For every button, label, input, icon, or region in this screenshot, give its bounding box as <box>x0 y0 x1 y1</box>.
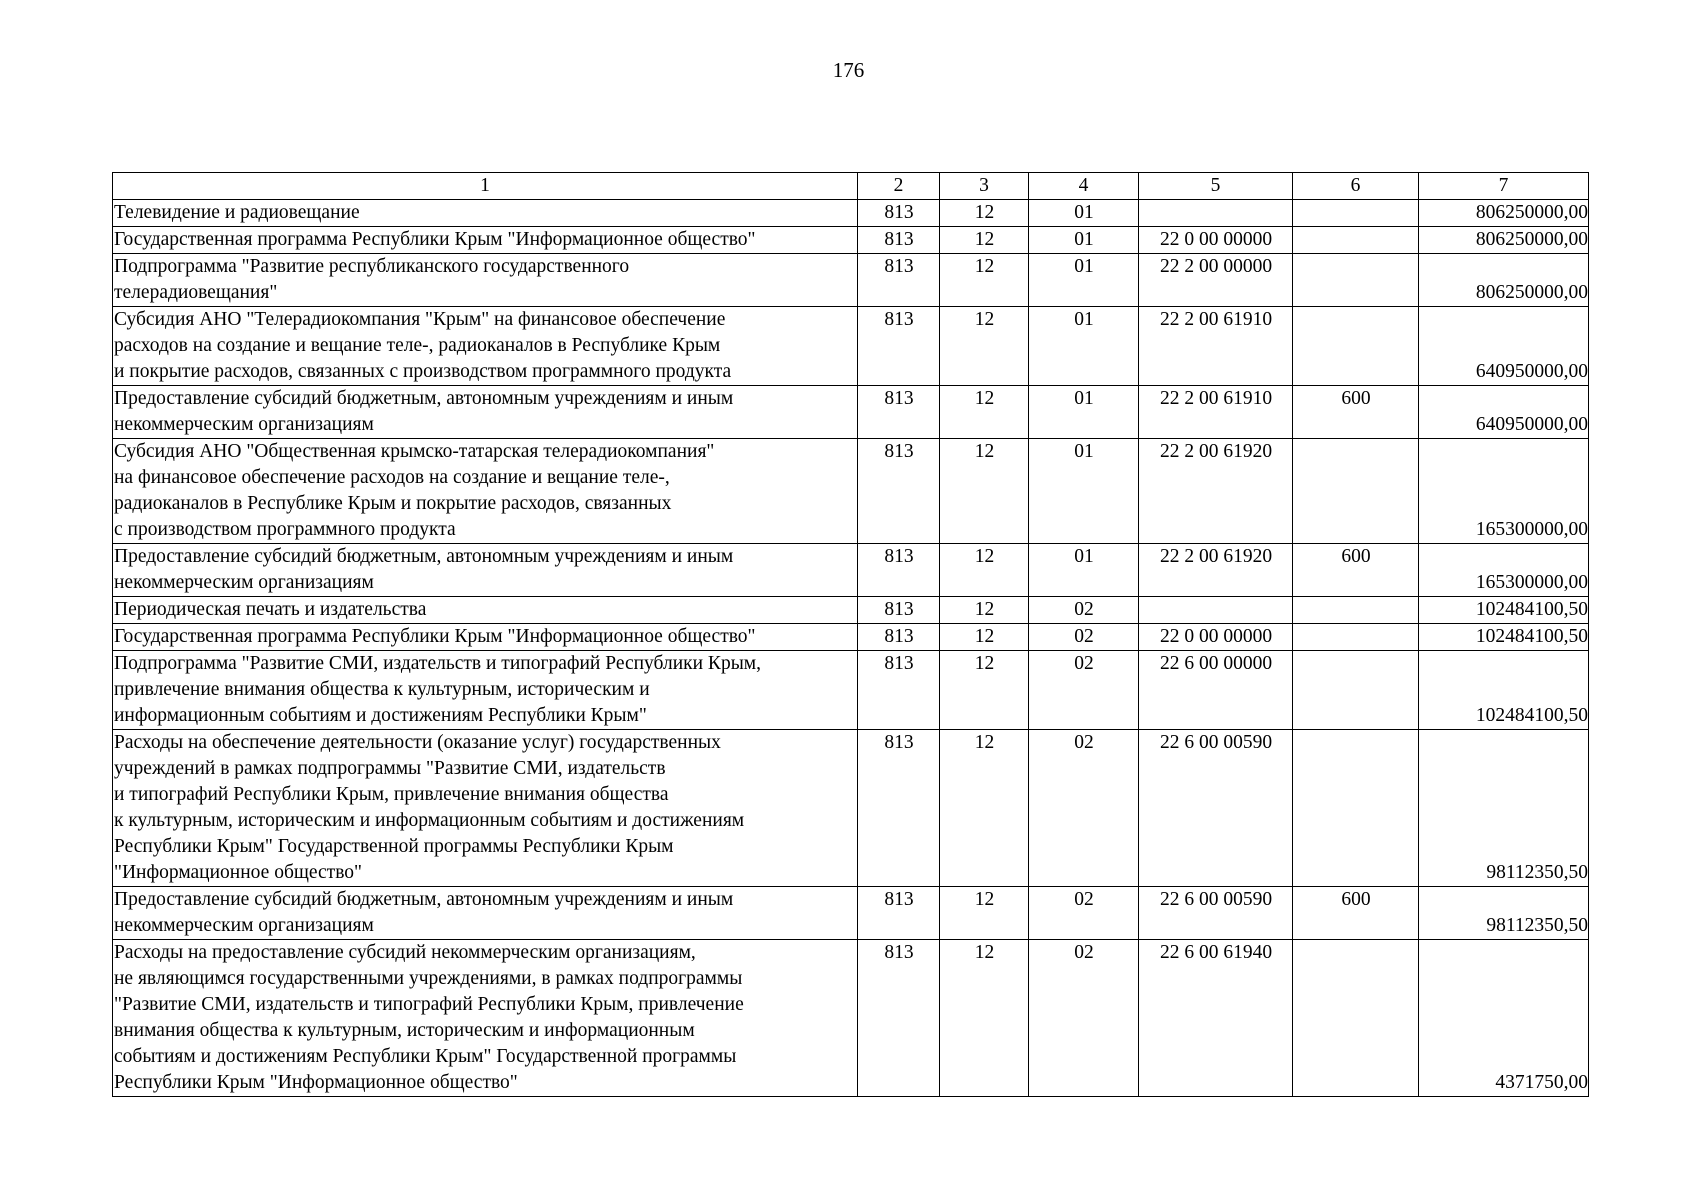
row-code-target: 22 2 00 00000 <box>1139 254 1293 307</box>
row-code-target: 22 2 00 61910 <box>1139 386 1293 439</box>
row-description: Расходы на обеспечение деятельности (оказание услуг) государственных учреждений в рамках подпрограммы "Развитие СМИ, издательств и типографий Республики Крым, привлечение внимания общества к культурным, историческим и информационным событиям и достижениям Республики Крым" Государственной программы Республики Крым "Информационное общество" <box>113 730 858 887</box>
row-code-expense-type <box>1293 730 1419 887</box>
row-code-subsection: 01 <box>1029 227 1139 254</box>
row-code-expense-type <box>1293 651 1419 730</box>
row-code-target: 22 2 00 61910 <box>1139 307 1293 386</box>
table-row <box>113 254 1589 307</box>
row-code-subsection: 02 <box>1029 730 1139 887</box>
row-code-subsection: 01 <box>1029 254 1139 307</box>
column-header: 5 <box>1139 173 1293 200</box>
row-code-target: 22 2 00 61920 <box>1139 544 1293 597</box>
row-code-section: 12 <box>940 730 1029 887</box>
row-amount: 98112350,50 <box>1419 887 1589 940</box>
row-code-target: 22 2 00 61920 <box>1139 439 1293 544</box>
row-description: Расходы на предоставление субсидий некоммерческим организациям, не являющимся государственными учреждениями, в рамках подпрограммы "Развитие СМИ, издательств и типографий Республики Крым, привлечение внимания общества к культурным, историческим и информационным событиям и достижениям Республики Крым" Государственной программы Республики Крым "Информационное общество" <box>113 940 858 1097</box>
row-code-expense-type: 600 <box>1293 887 1419 940</box>
row-description: Субсидия АНО "Общественная крымско-татарская телерадиокомпания" на финансовое обеспечение расходов на создание и вещание теле-, радиоканалов в Республике Крым и покрытие расходов, связанных с производством программного продукта <box>113 439 858 544</box>
row-code-ministry: 813 <box>858 227 940 254</box>
column-header: 7 <box>1419 173 1589 200</box>
table-row <box>113 730 1589 887</box>
row-amount: 165300000,00 <box>1419 544 1589 597</box>
row-amount: 98112350,50 <box>1419 730 1589 887</box>
row-code-section: 12 <box>940 544 1029 597</box>
row-code-ministry: 813 <box>858 624 940 651</box>
table-body <box>113 173 1589 1097</box>
row-code-target: 22 6 00 00590 <box>1139 730 1293 887</box>
row-code-target <box>1139 200 1293 227</box>
row-description: Подпрограмма "Развитие СМИ, издательств и типографий Республики Крым, привлечение внимания общества к культурным, историческим и информационным событиям и достижениям Республики Крым" <box>113 651 858 730</box>
row-code-expense-type: 600 <box>1293 544 1419 597</box>
table-row <box>113 597 1589 624</box>
table-row <box>113 386 1589 439</box>
row-amount: 806250000,00 <box>1419 200 1589 227</box>
row-code-target: 22 6 00 00590 <box>1139 887 1293 940</box>
row-code-section: 12 <box>940 307 1029 386</box>
row-code-expense-type <box>1293 624 1419 651</box>
row-code-section: 12 <box>940 597 1029 624</box>
row-code-expense-type <box>1293 227 1419 254</box>
row-code-ministry: 813 <box>858 597 940 624</box>
row-amount: 640950000,00 <box>1419 386 1589 439</box>
row-code-ministry: 813 <box>858 439 940 544</box>
table-row <box>113 200 1589 227</box>
row-code-subsection: 01 <box>1029 439 1139 544</box>
column-header: 4 <box>1029 173 1139 200</box>
row-code-subsection: 01 <box>1029 200 1139 227</box>
page-number: 176 <box>832 58 865 82</box>
table-row <box>113 544 1589 597</box>
budget-table <box>112 172 1589 1097</box>
table-row <box>113 624 1589 651</box>
row-code-ministry: 813 <box>858 386 940 439</box>
column-header: 2 <box>858 173 940 200</box>
row-code-expense-type <box>1293 439 1419 544</box>
column-number-row <box>113 173 1589 200</box>
row-code-expense-type: 600 <box>1293 386 1419 439</box>
row-description: Государственная программа Республики Крым "Информационное общество" <box>113 624 858 651</box>
column-header: 3 <box>940 173 1029 200</box>
table-row <box>113 307 1589 386</box>
row-description: Периодическая печать и издательства <box>113 597 858 624</box>
row-code-target: 22 0 00 00000 <box>1139 227 1293 254</box>
row-code-ministry: 813 <box>858 200 940 227</box>
row-code-subsection: 02 <box>1029 651 1139 730</box>
row-code-expense-type <box>1293 940 1419 1097</box>
row-code-ministry: 813 <box>858 940 940 1097</box>
row-code-subsection: 02 <box>1029 887 1139 940</box>
row-description: Государственная программа Республики Крым "Информационное общество" <box>113 227 858 254</box>
row-description: Субсидия АНО "Телерадиокомпания "Крым" на финансовое обеспечение расходов на создание и вещание теле-, радиоканалов в Республике Крым и покрытие расходов, связанных с производством программного продукта <box>113 307 858 386</box>
row-code-target: 22 0 00 00000 <box>1139 624 1293 651</box>
row-code-section: 12 <box>940 227 1029 254</box>
row-description: Подпрограмма "Развитие республиканского государственного телерадиовещания" <box>113 254 858 307</box>
table-row <box>113 940 1589 1097</box>
row-amount: 806250000,00 <box>1419 254 1589 307</box>
row-code-ministry: 813 <box>858 651 940 730</box>
row-code-expense-type <box>1293 200 1419 227</box>
row-amount: 102484100,50 <box>1419 624 1589 651</box>
row-description: Предоставление субсидий бюджетным, автономным учреждениям и иным некоммерческим организациям <box>113 544 858 597</box>
row-code-target: 22 6 00 61940 <box>1139 940 1293 1097</box>
row-amount: 102484100,50 <box>1419 651 1589 730</box>
row-code-section: 12 <box>940 624 1029 651</box>
row-amount: 165300000,00 <box>1419 439 1589 544</box>
row-description: Предоставление субсидий бюджетным, автономным учреждениям и иным некоммерческим организациям <box>113 887 858 940</box>
row-code-section: 12 <box>940 439 1029 544</box>
row-amount: 4371750,00 <box>1419 940 1589 1097</box>
row-code-subsection: 02 <box>1029 597 1139 624</box>
row-code-expense-type <box>1293 254 1419 307</box>
row-code-expense-type <box>1293 597 1419 624</box>
row-amount: 640950000,00 <box>1419 307 1589 386</box>
row-amount: 806250000,00 <box>1419 227 1589 254</box>
row-code-ministry: 813 <box>858 307 940 386</box>
column-header: 1 <box>113 173 858 200</box>
row-code-section: 12 <box>940 200 1029 227</box>
row-code-section: 12 <box>940 386 1029 439</box>
row-code-ministry: 813 <box>858 544 940 597</box>
row-code-subsection: 02 <box>1029 624 1139 651</box>
row-code-target: 22 6 00 00000 <box>1139 651 1293 730</box>
row-code-section: 12 <box>940 651 1029 730</box>
row-code-section: 12 <box>940 940 1029 1097</box>
row-code-subsection: 01 <box>1029 386 1139 439</box>
table-row <box>113 651 1589 730</box>
column-header: 6 <box>1293 173 1419 200</box>
row-code-expense-type <box>1293 307 1419 386</box>
row-amount: 102484100,50 <box>1419 597 1589 624</box>
row-code-ministry: 813 <box>858 887 940 940</box>
table-row <box>113 227 1589 254</box>
table-row <box>113 887 1589 940</box>
row-description: Предоставление субсидий бюджетным, автономным учреждениям и иным некоммерческим организациям <box>113 386 858 439</box>
row-code-target <box>1139 597 1293 624</box>
row-code-subsection: 02 <box>1029 940 1139 1097</box>
row-code-section: 12 <box>940 887 1029 940</box>
row-code-subsection: 01 <box>1029 544 1139 597</box>
row-code-subsection: 01 <box>1029 307 1139 386</box>
row-code-section: 12 <box>940 254 1029 307</box>
table-row <box>113 439 1589 544</box>
row-description: Телевидение и радиовещание <box>113 200 858 227</box>
row-code-ministry: 813 <box>858 730 940 887</box>
row-code-ministry: 813 <box>858 254 940 307</box>
